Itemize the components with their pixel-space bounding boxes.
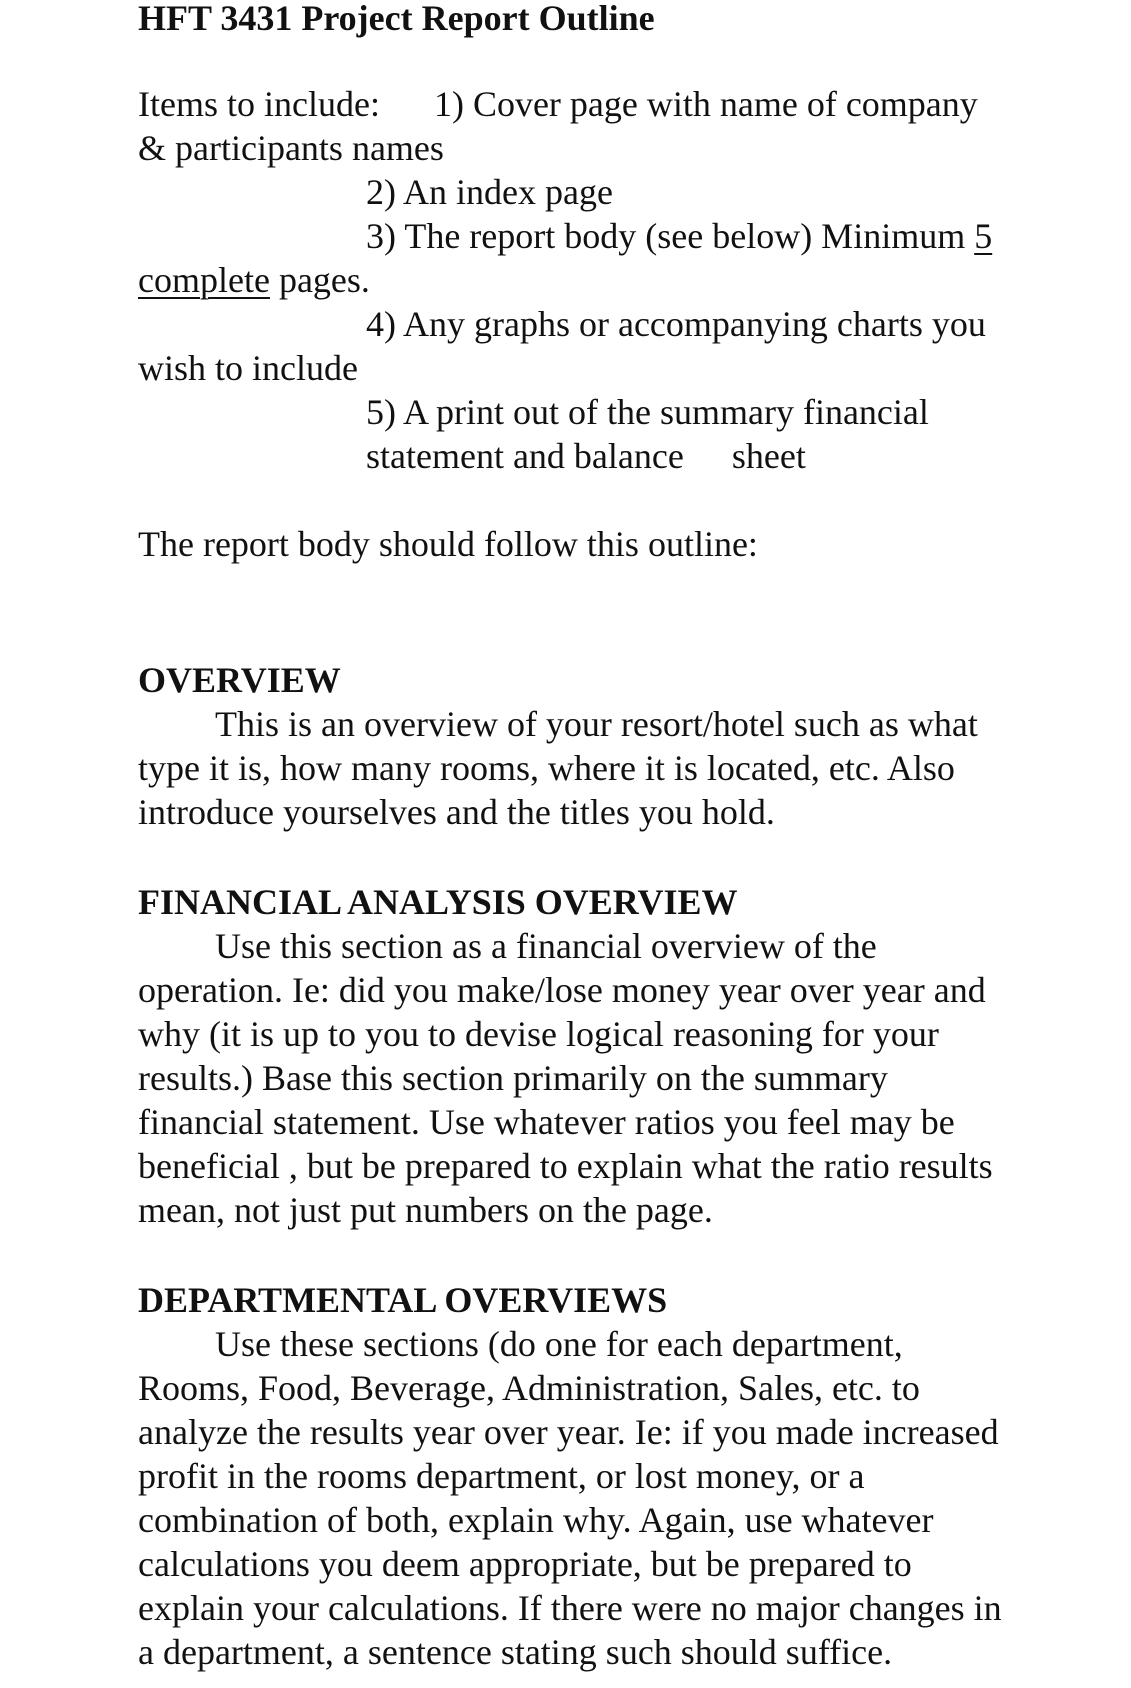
items-label: Items to include:: [138, 84, 380, 124]
section-heading-financial: FINANCIAL ANALYSIS OVERVIEW: [138, 882, 738, 922]
financial-line-3: why (it is up to you to devise logical reasoning for your: [138, 1014, 939, 1054]
item-1-text: 1) Cover page with name of company: [433, 84, 978, 124]
financial-line-5: financial statement. Use whatever ratios you feel may be: [138, 1102, 955, 1142]
departmental-line-5: combination of both, explain why. Again, use whatever: [138, 1500, 934, 1540]
departmental-line-7: explain your calculations. If there were no major changes in: [138, 1588, 1002, 1628]
item-5-continuation: [366, 434, 806, 478]
overview-line-2: type it is, how many rooms, where it is located, etc. Also: [138, 748, 955, 788]
departmental-line-3: analyze the results year over year. Ie: if you made increased: [138, 1412, 999, 1452]
item-3-line: [366, 214, 992, 258]
financial-line-1: Use this section as a financial overview of the: [215, 926, 877, 966]
overview-line-1: This is an overview of your resort/hotel such as what: [215, 704, 978, 744]
item-3-pages-word: pages.: [269, 260, 370, 300]
departmental-line-2: Rooms, Food, Beverage, Administration, Sales, etc. to: [138, 1368, 920, 1408]
item-3-minimum-number: 5: [974, 216, 993, 256]
item-5-sheet-word: sheet: [731, 436, 806, 476]
section-heading-overview: OVERVIEW: [138, 660, 341, 700]
financial-line-2: operation. Ie: did you make/lose money year over year and: [138, 970, 986, 1010]
departmental-line-4: profit in the rooms department, or lost money, or a: [138, 1456, 865, 1496]
item-4-text: 4) Any graphs or accompanying charts you: [366, 304, 986, 344]
overview-line-3: introduce yourselves and the titles you hold.: [138, 792, 775, 832]
item-2-text: 2) An index page: [366, 172, 613, 212]
financial-line-7: mean, not just put numbers on the page.: [138, 1190, 713, 1230]
departmental-line-1: Use these sections (do one for each department,: [215, 1324, 903, 1364]
item-4-continuation: wish to include: [138, 348, 358, 388]
outline-intro: The report body should follow this outline:: [138, 524, 758, 564]
item-5-text: 5) A print out of the summary financial: [366, 392, 929, 432]
item-1-line: [138, 82, 978, 126]
item-3-continuation: [138, 258, 370, 302]
financial-line-4: results.) Base this section primarily on the summary: [138, 1058, 888, 1098]
departmental-line-6: calculations you deem appropriate, but be prepared to: [138, 1544, 912, 1584]
departmental-line-8: a department, a sentence stating such should suffice.: [138, 1632, 893, 1672]
item-5-statement-text: statement and balance: [366, 436, 684, 476]
document-title: HFT 3431 Project Report Outline: [138, 0, 655, 38]
section-heading-departmental: DEPARTMENTAL OVERVIEWS: [138, 1280, 668, 1320]
item-3-complete-word: complete: [138, 260, 270, 300]
financial-line-6: beneficial , but be prepared to explain what the ratio results: [138, 1146, 993, 1186]
item-1-continuation: & participants names: [138, 128, 444, 168]
item-3-text: 3) The report body (see below) Minimum: [366, 216, 975, 256]
